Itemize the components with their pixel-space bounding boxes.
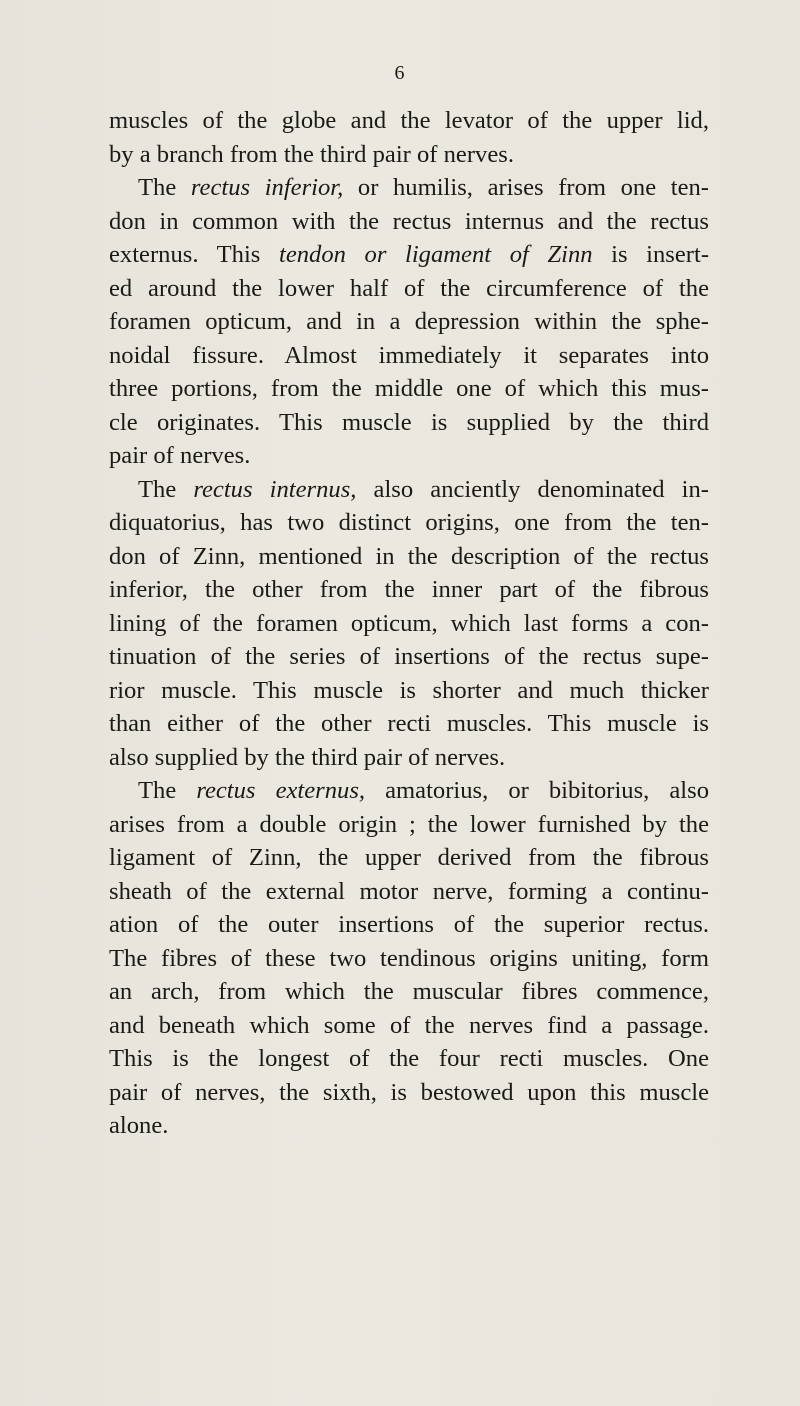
text-line bbox=[109, 272, 709, 306]
text-line bbox=[109, 607, 709, 641]
paragraph-first-line bbox=[109, 171, 709, 205]
text-line bbox=[109, 104, 709, 138]
text-line bbox=[109, 875, 709, 909]
text-line bbox=[109, 138, 709, 172]
paragraph-first-line bbox=[109, 473, 709, 507]
text-segment: than either of the other recti muscles. This muscle is bbox=[109, 710, 709, 737]
text-line bbox=[109, 975, 709, 1009]
text-line bbox=[109, 540, 709, 574]
italic-term: rectus externus, bbox=[196, 777, 366, 804]
text-segment: foramen opticum, and in a depression within the sphe- bbox=[109, 308, 709, 335]
text-segment: inferior, the other from the inner part of the fibrous bbox=[109, 576, 709, 603]
text-line bbox=[109, 674, 709, 708]
text-segment: cle originates. This muscle is supplied by the third bbox=[109, 408, 709, 436]
text-segment: The fibres of these two tendinous origins uniting, form bbox=[109, 944, 709, 972]
italic-term: tendon or ligament of Zinn bbox=[278, 241, 593, 268]
text-line bbox=[109, 205, 709, 239]
text-segment: tinuation of the series of insertions of the rectus supe- bbox=[109, 643, 709, 670]
text-segment: pair of nerves. bbox=[109, 442, 251, 469]
text-line bbox=[109, 808, 709, 842]
text-segment: and beneath which some of the nerves find a passage. bbox=[109, 1011, 709, 1039]
text-segment: The bbox=[138, 777, 197, 804]
italic-term: rectus internus, bbox=[193, 475, 357, 503]
text-line bbox=[109, 573, 709, 607]
text-segment: also anciently denominated in- bbox=[356, 475, 709, 503]
text-segment: or humilis, arises from one ten- bbox=[343, 174, 709, 201]
text-segment: don of Zinn, mentioned in the description of the rectus bbox=[109, 542, 709, 570]
paragraph-first-line bbox=[109, 774, 709, 808]
text-segment: rior muscle. This muscle is shorter and much thicker bbox=[109, 676, 709, 704]
text-line bbox=[109, 339, 709, 373]
text-segment: diquatorius, has two distinct origins, one from the ten- bbox=[109, 509, 709, 536]
text-line bbox=[109, 640, 709, 674]
text-line bbox=[109, 372, 709, 406]
text-segment: The bbox=[138, 475, 194, 503]
text-segment: ligament of Zinn, the upper derived from the fibrous bbox=[109, 844, 709, 871]
page-number: 6 bbox=[394, 62, 406, 84]
text-line bbox=[109, 1009, 709, 1043]
body-text bbox=[109, 104, 709, 1143]
text-segment: pair of nerves, the sixth, is bestowed upon this muscle bbox=[109, 1078, 709, 1106]
text-line bbox=[109, 406, 709, 440]
text-line bbox=[109, 741, 709, 775]
text-line bbox=[109, 908, 709, 942]
text-line bbox=[109, 841, 709, 875]
text-line bbox=[109, 439, 709, 473]
text-segment: also supplied by the third pair of nerves. bbox=[109, 743, 506, 771]
text-segment: sheath of the external motor nerve, forming a continu- bbox=[109, 877, 709, 905]
text-segment: don in common with the rectus internus and the rectus bbox=[109, 207, 709, 235]
text-segment: The bbox=[138, 174, 191, 201]
text-segment: by a branch from the third pair of nerves. bbox=[109, 140, 514, 168]
text-segment: ed around the lower half of the circumference of the bbox=[109, 274, 709, 302]
italic-term: rectus inferior, bbox=[190, 174, 344, 201]
text-line bbox=[109, 942, 709, 976]
text-line bbox=[109, 506, 709, 540]
text-segment: This is the longest of the four recti muscles. One bbox=[109, 1045, 709, 1072]
text-segment: ation of the outer insertions of the superior rectus. bbox=[109, 911, 709, 938]
text-line bbox=[109, 707, 709, 741]
text-segment: externus. This bbox=[109, 241, 279, 268]
text-segment: amatorius, or bibitorius, also bbox=[365, 777, 709, 804]
text-line bbox=[109, 1076, 709, 1110]
text-segment: noidal fissure. Almost immediately it separates into bbox=[109, 341, 709, 369]
text-segment: arises from a double origin ; the lower furnished by the bbox=[109, 810, 709, 838]
text-line bbox=[109, 1042, 709, 1076]
text-line bbox=[109, 1109, 709, 1143]
text-segment: three portions, from the middle one of which this mus- bbox=[109, 375, 709, 402]
text-segment: lining of the foramen opticum, which last forms a con- bbox=[109, 609, 709, 637]
text-segment: muscles of the globe and the levator of the upper lid, bbox=[109, 107, 709, 134]
text-line bbox=[109, 305, 709, 339]
text-line bbox=[109, 238, 709, 272]
text-segment: alone. bbox=[109, 1112, 169, 1139]
text-segment: is insert- bbox=[592, 241, 710, 268]
text-segment: an arch, from which the muscular fibres commence, bbox=[109, 978, 709, 1005]
